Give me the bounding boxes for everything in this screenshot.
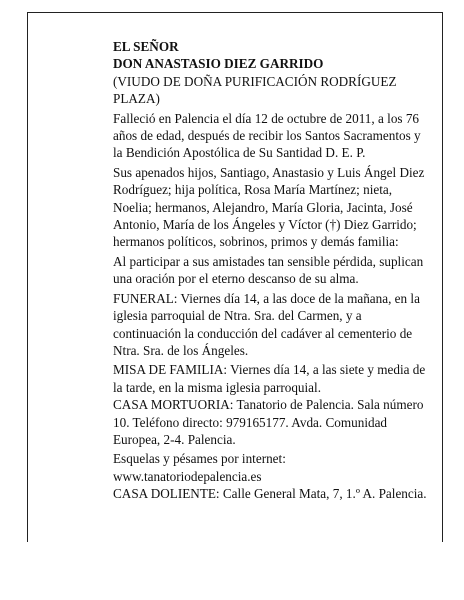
family-mass-paragraph: MISA DE FAMILIA: Viernes día 14, a las siete y media de la tarde, en la misma iglesia parroquial. xyxy=(113,362,426,395)
notice-heading-name: DON ANASTASIO DIEZ GARRIDO xyxy=(113,56,324,72)
grieving-house-paragraph: CASA DOLIENTE: Calle General Mata, 7, 1.º A. Palencia. xyxy=(113,486,427,502)
family-paragraph: Sus apenados hijos, Santiago, Anastasio y Luis Ángel Diez Rodríguez; hija política, Rosa María Martínez; nieta, Noelia; hermanos, Alejandro, María Gloria, Jacinta, José Antonio, María de los Ángeles y Víctor (†) Diez Garrido; hermanos políticos, sobrinos, primos y demás familia: xyxy=(113,164,425,250)
internet-paragraph: Esquelas y pésames por internet: www.tanatoriodepalencia.es xyxy=(113,451,286,484)
request-paragraph: Al participar a sus amistades tan sensible pérdida, suplican una oración por el eterno descanso de su alma. xyxy=(113,253,424,287)
notice-heading-title: EL SEÑOR xyxy=(113,39,179,54)
death-paragraph: Falleció en Palencia el día 12 de octubre de 2011, a los 76 años de edad, después de recibir los Santos Sacramentos y la Bendición Apostólica de Su Santidad D. E. P. xyxy=(113,110,421,161)
funeral-paragraph: FUNERAL: Viernes día 14, a las doce de la mañana, en la iglesia parroquial de Ntra. Sra. del Carmen, y a continuación la conducción del cadáver al cementerio de Ntra. Sra. de los Ángeles. xyxy=(113,290,420,358)
obituary-notice xyxy=(113,38,433,503)
widower-line: (VIUDO DE DOÑA PURIFICACIÓN RODRÍGUEZ PLAZA) xyxy=(113,73,397,107)
funeral-home-paragraph: CASA MORTUORIA: Tanatorio de Palencia. Sala número 10. Teléfono directo: 979165177. Avda. Comunidad Europea, 2-4. Palencia. xyxy=(113,397,424,447)
